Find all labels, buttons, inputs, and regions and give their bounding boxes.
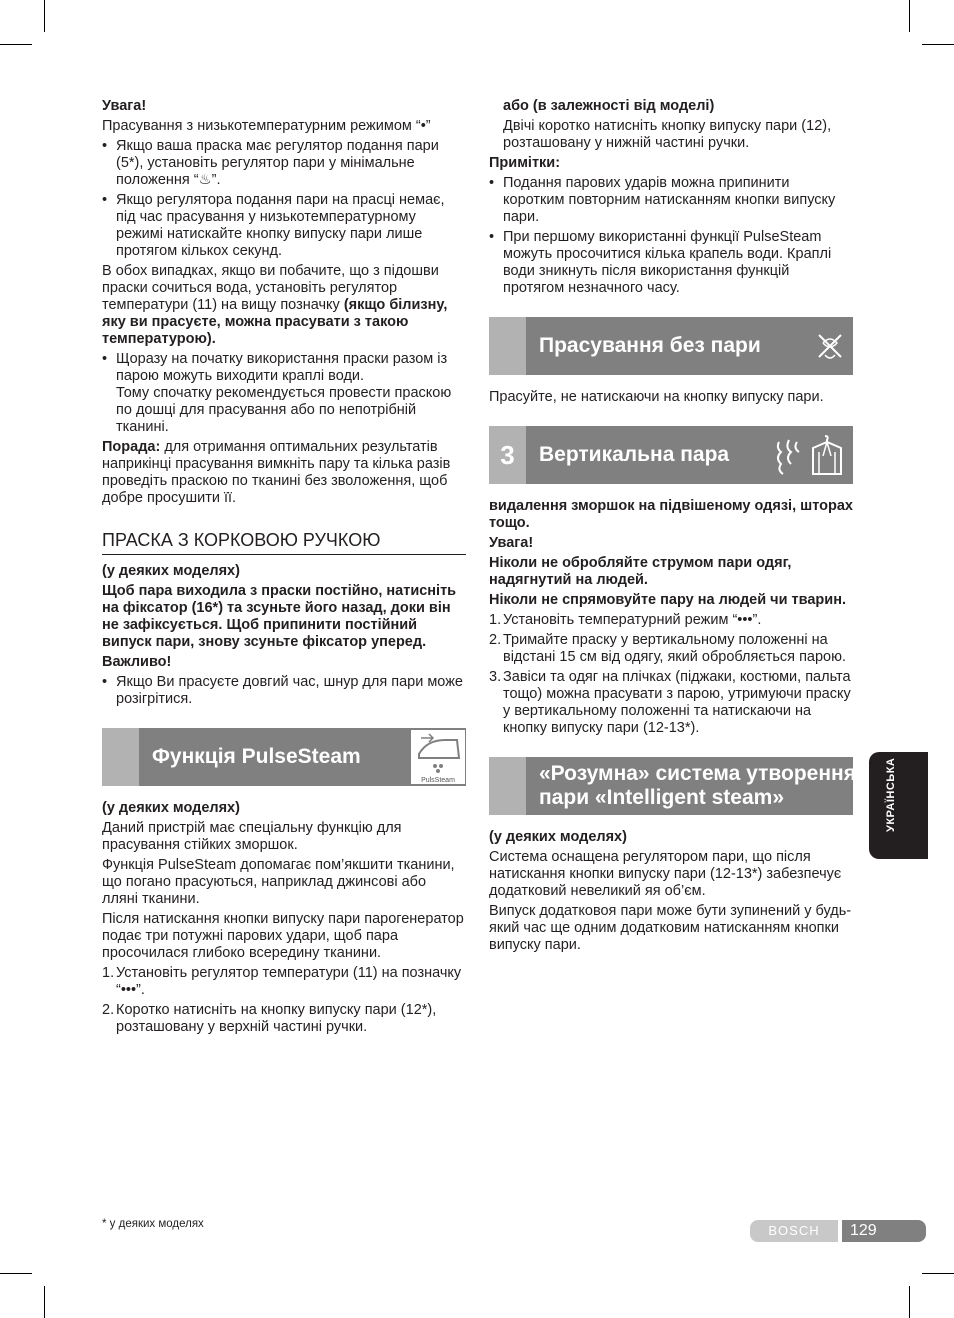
- warning-intro: Прасування з низькотемпературним режимом “•”: [102, 118, 431, 134]
- warning-text: Ніколи не спрямовуйте пару на людей чи тварин.: [489, 592, 846, 608]
- crop-mark: [909, 0, 910, 32]
- paragraph: Випуск додатковоя пари може бути зупинений у будь-який час ще одним додатковим натисканням кнопки випуску пари.: [489, 903, 852, 953]
- section-band-pulsesteam: [102, 728, 466, 786]
- right-column: [489, 98, 856, 957]
- no-steam-icon: [813, 329, 847, 368]
- band-tab: [102, 728, 139, 786]
- paragraph: Система оснащена регулятором пари, що після натискання кнопки випуску пари (12-13*) забезпечує додатковий невеликий яя об’єм.: [489, 849, 842, 899]
- list-item: • Якщо регулятора подання пари на прасці немає, під час прасування у низькотемпературному режимі натискайте кнопку випуску пари лише протягом кількох секунд.: [102, 192, 445, 259]
- crop-mark: [909, 1286, 910, 1318]
- section-heading: «Розумна» система утворення пари «Intelligent steam»: [539, 762, 856, 809]
- section-band-intelligent-steam: [489, 757, 856, 815]
- section-heading-cork-handle: ПРАСКА З КОРКОВОЮ РУЧКОЮ: [102, 529, 466, 555]
- left-column: [102, 98, 466, 1039]
- cork-instructions: Щоб пара виходила з праски постійно, натисніть на фіксатор (16*) та зсуньте його назад, доки він не зафіксується. Щоб припинити постійний випуск пари, знову зсуньте фіксатор уперед.: [102, 583, 457, 650]
- step-item: 2. Тримайте праску у вертикальному положенні на відстані 15 см від одягу, який обробляється парою.: [489, 632, 847, 665]
- warning-text: Ніколи не обробляйте струмом пари одяг, надягнутий на людей.: [489, 555, 792, 588]
- crop-mark: [922, 44, 954, 45]
- band-tab: [489, 757, 526, 815]
- paragraph: Даний пристрій має спеціальну функцію для прасування стійких зморшок.: [102, 820, 402, 853]
- band-tab: [489, 317, 526, 375]
- step-item: 3. Завіси та одяг на плічках (піджаки, костюми, пальта тощо) можна прасувати з парою, утримуючи праску у вертикальному положенні та натискаючи на кнопку випуску пари (12-13*).: [489, 669, 851, 736]
- tip: Порада: для отримання оптимальних результатів наприкінці прасування вимкніть пару та кілька разів проведіть праскою по тканині без зволоження, щоб добре просушити її.: [102, 439, 451, 506]
- page-number: 129: [842, 1220, 926, 1242]
- notes-title: Примітки:: [489, 155, 561, 171]
- list-item: • Щоразу на початку використання праски разом із парою можуть виходити краплі води.: [102, 351, 448, 384]
- paragraph: видалення зморшок на підвішеному одязі, шторах тощо.: [489, 498, 853, 531]
- paragraph: В обох випадках, якщо ви побачите, що з підошви праски сочиться вода, установіть регулятор температури (11) на вищу позначку (якщо білизну, яку ви прасуєте, можна прасувати з такою температурою).: [102, 263, 448, 347]
- models-note: (у деяких моделях): [102, 563, 240, 579]
- section-heading: Вертикальна пара: [539, 443, 730, 466]
- list-item: • При першому використанні функції PulseSteam можуть просочитися кілька крапель води. Краплі води зникнуть після використання функцій протягом незначного часу.: [489, 229, 832, 296]
- warning-title: Увага!: [102, 98, 147, 114]
- warning-title: Увага!: [489, 535, 534, 551]
- crop-mark: [44, 1286, 45, 1318]
- crop-mark: [44, 0, 45, 32]
- paragraph: Після натискання кнопки випуску пари парогенератор подає три потужні парових удари, щоб пара просочилася глибоко всередину тканини.: [102, 911, 464, 961]
- list-item: • Подання парових ударів можна припинити коротким повторним натисканням кнопки випуску пари.: [489, 175, 836, 225]
- pulsesteam-icon-label: PulsSteam: [421, 777, 455, 784]
- crop-mark: [0, 44, 32, 45]
- important-title: Важливо!: [102, 654, 172, 670]
- section-band-vertical-steam: [489, 426, 853, 484]
- models-note: (у деяких моделях): [102, 800, 240, 816]
- step-item: 2. Коротко натисніть на кнопку випуску пари (12*), розташовану у верхній частині ручки.: [102, 1002, 437, 1035]
- paragraph: Прасуйте, не натискаючи на кнопку випуску пари.: [489, 389, 824, 405]
- paragraph: Тому спочатку рекомендується провести праскою по дошці для прасування або по непотрібній тканині.: [116, 385, 452, 435]
- vertical-steam-icon: [773, 434, 847, 481]
- step-item: 1. Установіть температурний режим “•••”.: [489, 612, 762, 628]
- list-item: • Якщо ваша праска має регулятор подання пари (5*), установіть регулятор пари у мінімальне положення “♨”.: [102, 138, 439, 188]
- brand-label: BOSCH: [750, 1220, 838, 1242]
- list-item: • Якщо Ви прасуєте довгий час, шнур для пари може розігрітися.: [102, 674, 463, 707]
- section-heading: Прасування без пари: [539, 334, 761, 357]
- or-model: або (в залежності від моделі): [503, 98, 715, 114]
- crop-mark: [0, 1273, 32, 1274]
- models-note: (у деяких моделях): [489, 829, 627, 845]
- pulsesteam-icon: [411, 730, 465, 784]
- paragraph: Функція PulseSteam допомагає пом’якшити тканини, що погано прасуються, наприклад джинсові або лляні тканини.: [102, 857, 455, 907]
- language-tab: УКРАЇНСЬКА: [869, 752, 928, 859]
- section-heading: Функція PulseSteam: [152, 745, 361, 768]
- section-band-no-steam: [489, 317, 853, 375]
- band-tab-number: 3: [489, 426, 526, 484]
- step-item: 1. Установіть регулятор температури (11) на позначку “•••”.: [102, 965, 462, 998]
- crop-mark: [922, 1273, 954, 1274]
- paragraph: Двічі коротко натисніть кнопку випуску пари (12), розташовану у нижній частині ручки.: [503, 118, 832, 151]
- footnote: * у деяких моделях: [102, 1218, 204, 1230]
